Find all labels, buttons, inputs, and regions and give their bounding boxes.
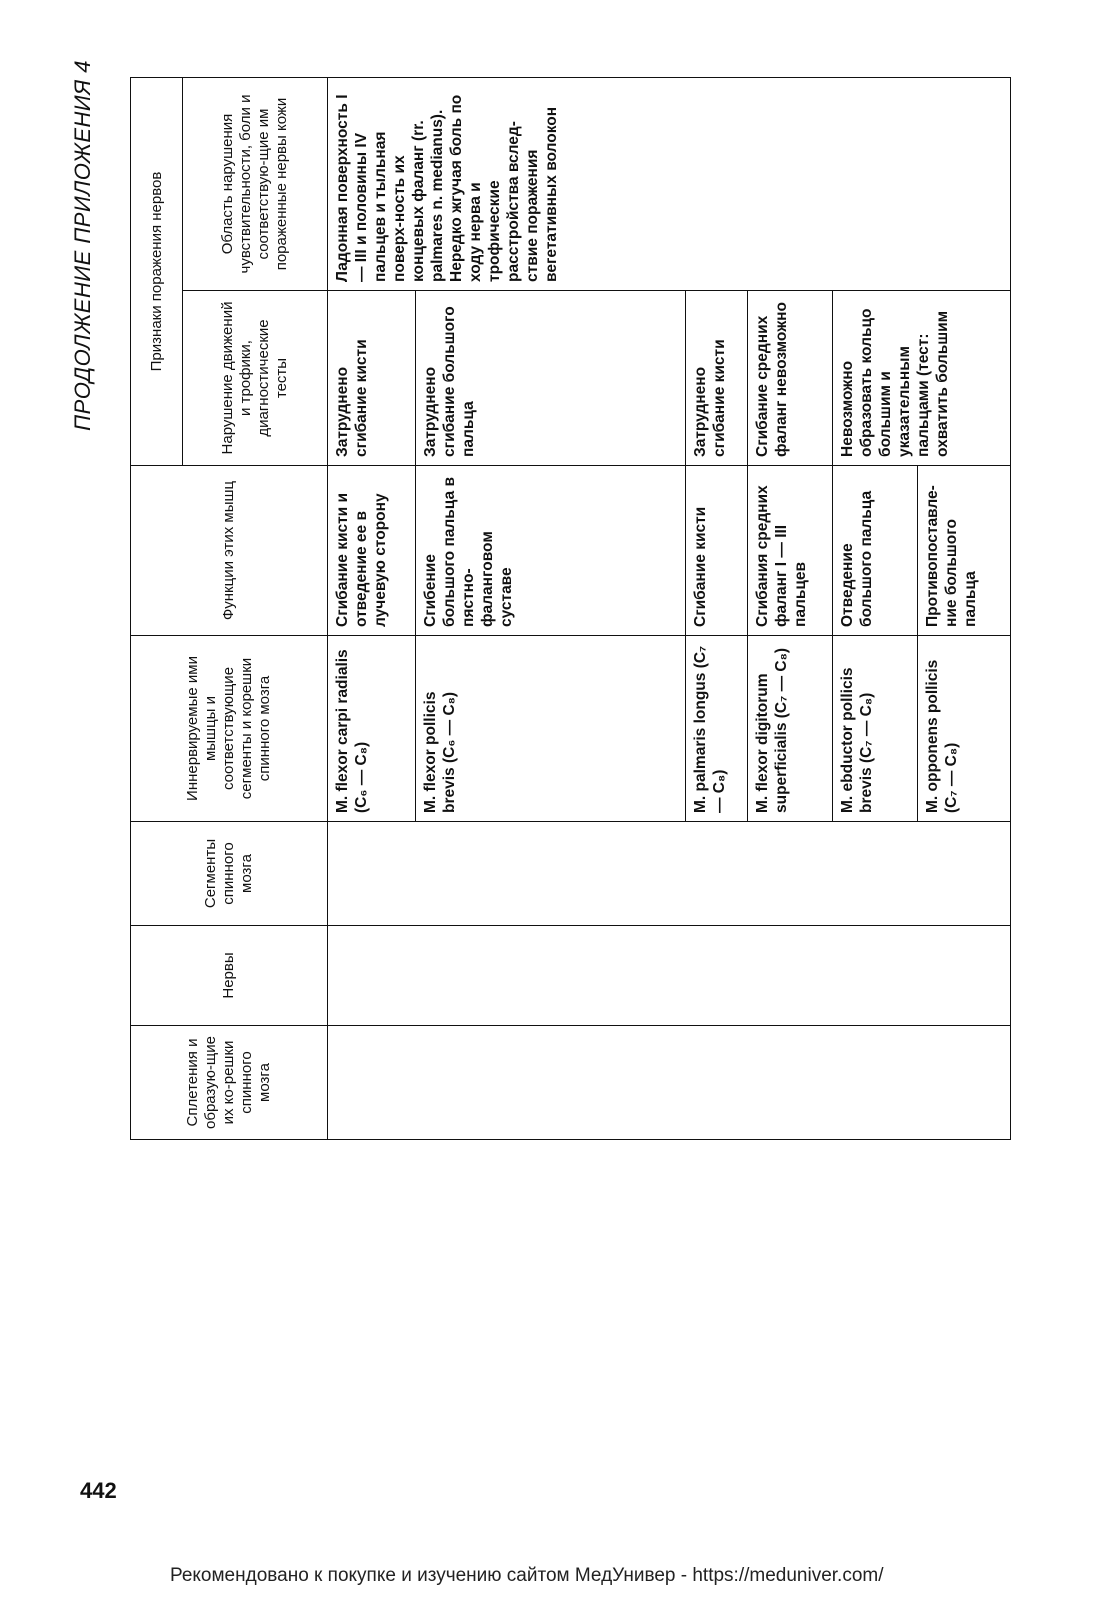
plexus-cell [328, 1026, 1011, 1140]
muscle-cell: M. flexor digitorum superficialis (C₇ — C₈) [748, 636, 833, 822]
function-cell: Сгибение большого пальца в пястно-фаланговом суставе [416, 466, 686, 636]
function-cell: Сгибание кисти и отведение ее в лучевую сторону [328, 466, 416, 636]
header-muscles: Иннервируемые ими мышцы и соответствующие сегменты и корешки спинного мозга [131, 636, 328, 822]
header-segments: Сегменты спинного мозга [131, 822, 328, 926]
motor-text-part2: указательным пальцами (тест: охватить большим [896, 310, 951, 457]
muscle-cell: M. ebductor pollicis brevis (C₇ — C₈) [833, 636, 918, 822]
motor-text-part1: Невозможно образовать кольцо большим и [839, 308, 894, 457]
header-plexus: Сплетения и образую-щие их ко-решки спинного мозга [131, 1026, 328, 1140]
motor-cell: Затруднено сгибание кисти [686, 291, 748, 466]
motor-cell: Затруднено сгибание большого пальца [416, 291, 686, 466]
muscle-cell: M. flexor carpi radialis (C₆ — C₈) [328, 636, 416, 822]
muscle-cell: M. palmaris longus (C₇ — C₈) [686, 636, 748, 822]
nerve-lesions-table [130, 77, 1011, 1140]
function-cell: Сгибания средних фаланг I — III пальцев [748, 466, 833, 636]
motor-cell [833, 291, 1011, 466]
muscle-cell: M. flexor pollicis brevis (C₆ — C₈) [416, 636, 686, 822]
header-sensory: Область нарушения чувствительности, боли и соответствую-щие им пораженные нервы кожи [183, 78, 328, 291]
header-functions: Функции этих мышц [131, 466, 328, 636]
muscle-cell: M. opponens pollicis (C₇ — C₈) [918, 636, 1011, 822]
page-number: 442 [80, 1478, 117, 1503]
header-motor: Нарушение движений и трофики, диагностические тесты [183, 291, 328, 466]
motor-cell: Затруднено сгибание кисти [328, 291, 416, 466]
motor-cell: Сгибание средних фаланг невозможно [748, 291, 833, 466]
header-signs-group: Признаки поражения нервов [131, 78, 183, 466]
segments-cell [328, 822, 1011, 926]
sensory-cell: Ладонная поверхность I — III и половины IV пальцев и тыльная поверх-ность их концевых фаланг (rr. palmares n. medianus). Нередко жгучая боль по ходу нерва и трофические расстройства вслед-ствие поражения вегетативных волокон [328, 78, 1011, 291]
header-nerves: Нервы [131, 926, 328, 1026]
function-cell: Сгибание кисти [686, 466, 748, 636]
function-cell: Отведение большого пальца [833, 466, 918, 636]
running-title: ПРОДОЛЖЕНИЕ ПРИЛОЖЕНИЯ 4 [70, 60, 95, 431]
footer-note: Рекомендовано к покупке и изучению сайтом МедУнивер - https://meduniver.com/ [170, 1565, 884, 1586]
nerves-cell [328, 926, 1011, 1026]
function-cell: Противопоставле-ние большого пальца [918, 466, 1011, 636]
